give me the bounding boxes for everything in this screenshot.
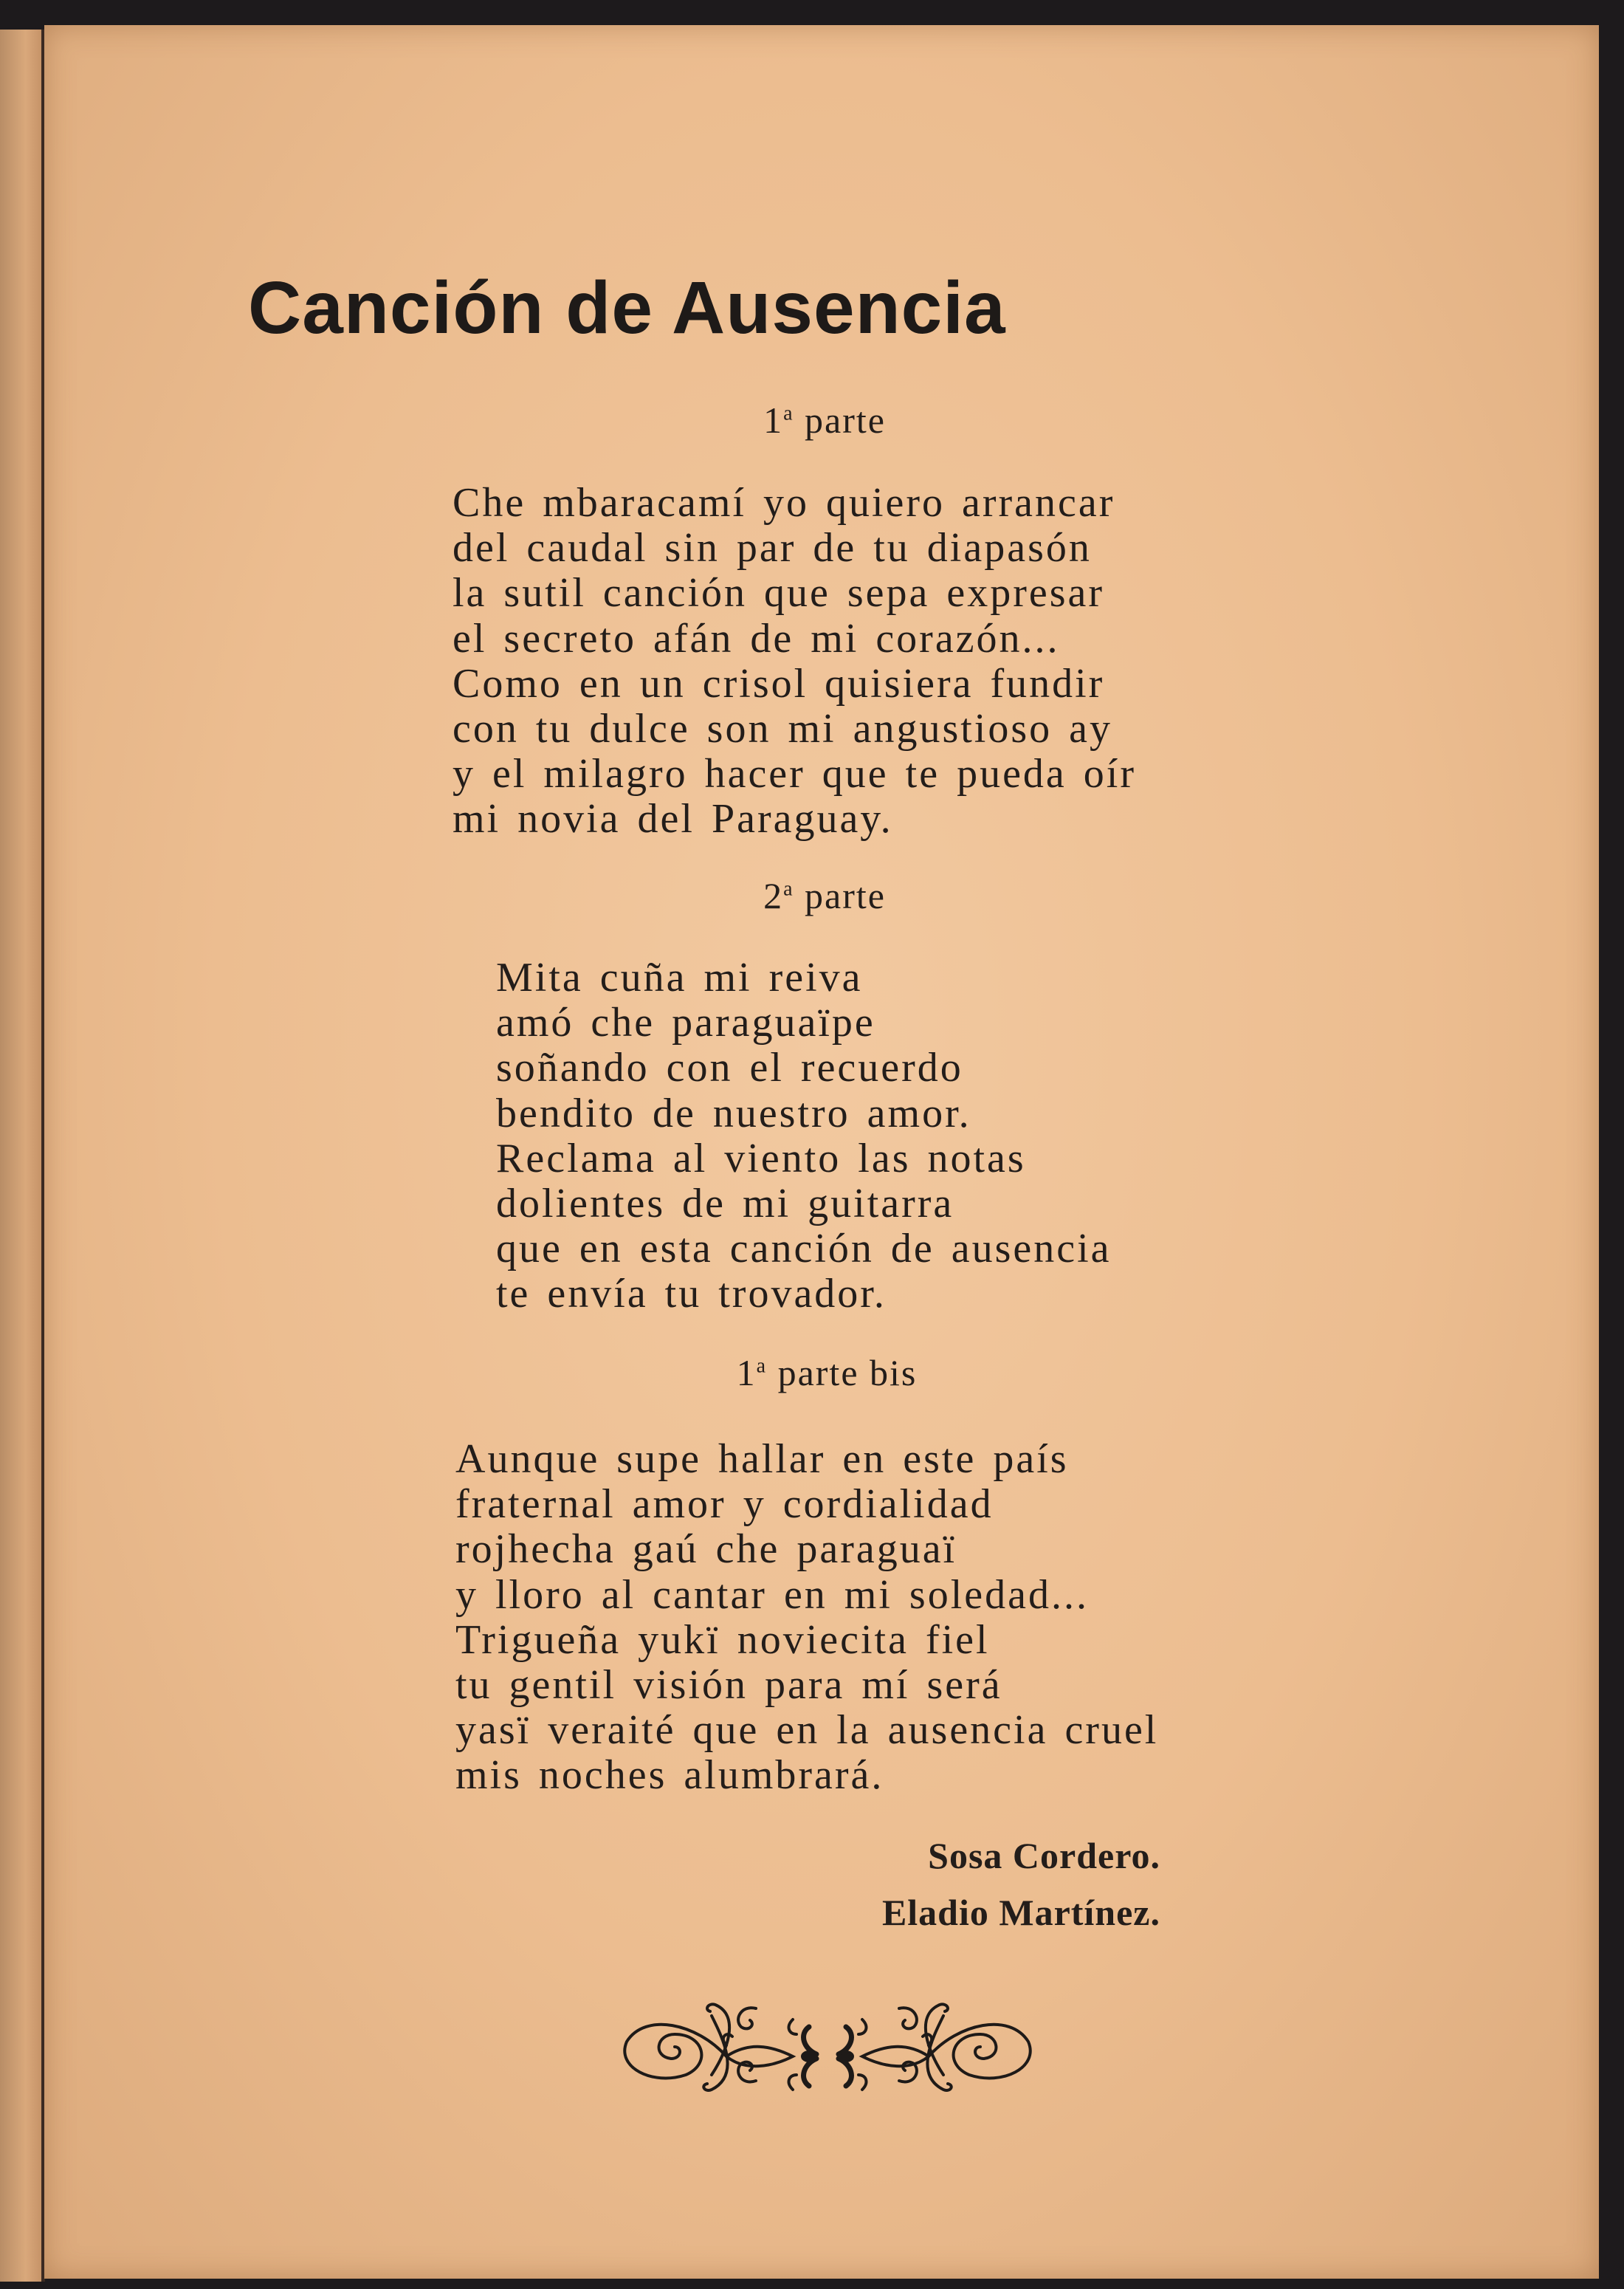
verse-line: bendito de nuestro amor.	[496, 1090, 971, 1136]
section-heading-1: 1$^a$ parte	[763, 399, 886, 441]
section-heading-2: 2$^a$ parte	[763, 875, 886, 916]
author-2: Eladio Martínez.	[881, 1892, 1160, 1933]
verse-line: yasï veraité que en la ausencia cruel	[455, 1707, 1159, 1754]
stanza-1	[453, 481, 1136, 842]
verse-line: amó che paraguaïpe	[496, 1000, 875, 1046]
verse-line: y lloro al cantar en mi soledad...	[455, 1571, 1089, 1618]
facing-page-edge	[0, 30, 43, 2282]
verse-line: con tu dulce son mi angustioso ay	[453, 705, 1113, 752]
verse-line: te envía tu trovador.	[496, 1271, 887, 1317]
verse-line: y el milagro hacer que te pueda oír	[453, 751, 1136, 797]
verse-line: Como en un crisol quisiera fundir	[453, 660, 1105, 707]
verse-line: Trigueña yukï noviecita fiel	[455, 1616, 990, 1663]
verse-line: mi novia del Paraguay.	[453, 796, 893, 842]
section-heading-3: 1$^a$ parte bis	[736, 1352, 918, 1393]
verse-line: Reclama al viento las notas	[496, 1135, 1026, 1181]
verse-line: del caudal sin par de tu diapasón	[453, 525, 1092, 572]
stanza-2	[496, 955, 1112, 1317]
ornament-flourish-icon	[616, 1994, 1039, 2097]
verse-line: soñando con el recuerdo	[496, 1045, 963, 1091]
verse-line: el secreto afán de mi corazón...	[453, 615, 1060, 662]
verse-line: Aunque supe hallar en este país	[455, 1436, 1069, 1482]
author-1: Sosa Cordero.	[928, 1835, 1160, 1876]
verse-line: fraternal amor y cordialidad	[455, 1481, 994, 1528]
page-title: Canción de Ausencia	[248, 267, 1006, 349]
verse-line: dolientes de mi guitarra	[496, 1180, 954, 1226]
verse-line: que en esta canción de ausencia	[496, 1226, 1112, 1272]
verse-line: rojhecha gaú che paraguaï	[455, 1526, 957, 1573]
verse-line: mis noches alumbrará.	[455, 1752, 884, 1799]
verse-line: la sutil canción que sepa expresar	[453, 570, 1105, 617]
stanza-3	[455, 1437, 1158, 1799]
verse-line: Mita cuña mi reiva	[496, 955, 863, 1001]
verse-line: tu gentil visión para mí será	[455, 1661, 1002, 1708]
verse-line: Che mbaracamí yo quiero arrancar	[453, 480, 1115, 526]
